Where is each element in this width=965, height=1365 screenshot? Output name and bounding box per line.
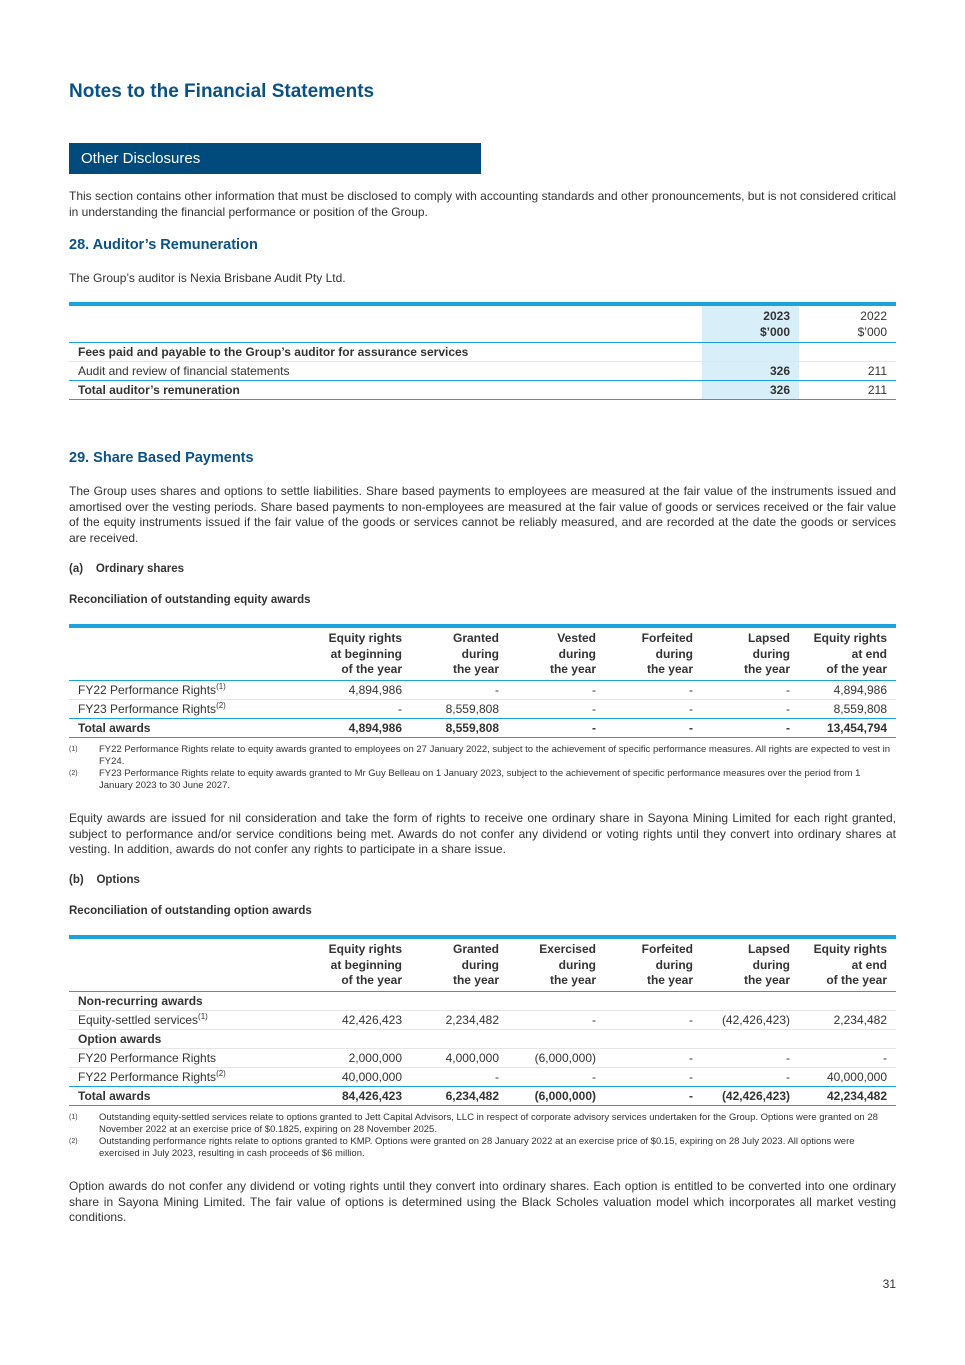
- cell-value: 4,894,986: [799, 680, 896, 699]
- option-awards-paragraph: Option awards do not confer any dividend or voting rights until they convert into ordinary shares. Each option is entitled to be converted into one ordinary share in Sayona Mining Limited. The fair value of options is determined using the Black Scholes valuation model which incorporates all market vesting conditions.: [69, 1179, 896, 1224]
- cell-value: -: [605, 1048, 702, 1067]
- cell-value: [411, 1029, 508, 1048]
- cell-value: [702, 1029, 799, 1048]
- cell-value: -: [508, 1010, 605, 1029]
- options-label: (b) Options: [69, 874, 140, 886]
- column-header: Granted during the year: [452, 942, 499, 987]
- cell-value: -: [702, 1048, 799, 1067]
- column-header: Equity rights at end of the year: [813, 942, 887, 987]
- row-label: FY20 Performance Rights: [69, 1048, 314, 1067]
- value-2022: [799, 343, 896, 362]
- value-2023: [702, 343, 799, 362]
- cell-value: (6,000,000): [508, 1048, 605, 1067]
- footnote: [69, 1136, 896, 1160]
- cell-value: -: [314, 699, 411, 718]
- table-row: [69, 680, 896, 699]
- col-2022: 2022 $’000: [857, 309, 887, 339]
- table-row: [69, 1029, 896, 1048]
- cell-value: (42,426,423): [702, 1086, 799, 1105]
- footnote: [69, 768, 896, 792]
- column-header: Lapsed during the year: [743, 942, 790, 987]
- column-header: Forfeited during the year: [641, 942, 693, 987]
- row-label: Option awards: [69, 1029, 314, 1048]
- footnote-text: FY22 Performance Rights relate to equity awards granted to employees on 27 January 2022, subject to the achievement of specific performance measures. All rights are expected to vest in FY24.: [99, 744, 891, 767]
- cell-value: -: [605, 1086, 702, 1105]
- cell-value: 2,234,482: [799, 1010, 896, 1029]
- cell-value: 42,234,482: [799, 1086, 896, 1105]
- table-row: [69, 1010, 896, 1029]
- column-header: Granted during the year: [452, 631, 499, 676]
- section-29-heading: 29. Share Based Payments: [69, 450, 254, 466]
- section-28-heading: 28. Auditor’s Remuneration: [69, 237, 258, 253]
- page-title: Notes to the Financial Statements: [69, 81, 375, 102]
- column-header: Equity rights at beginning of the year: [328, 631, 402, 676]
- table-row: [69, 1086, 896, 1105]
- column-header: Forfeited during the year: [641, 631, 693, 676]
- column-header: Equity rights at beginning of the year: [328, 942, 402, 987]
- column-header: Exercised during the year: [539, 942, 596, 987]
- cell-value: -: [605, 1010, 702, 1029]
- value-2022: 211: [799, 381, 896, 400]
- table-row: [69, 991, 896, 1010]
- footnote-text: FY23 Performance Rights relate to equity awards granted to Mr Guy Belleau on 1 January 2023, subject to the achievement of specific performance measures over the period from 1 January 2023 to 30 June 2027.: [99, 768, 861, 791]
- cell-value: -: [508, 1067, 605, 1086]
- footnote-mark: (2): [69, 770, 78, 777]
- cell-value: [702, 991, 799, 1010]
- section-banner: Other Disclosures: [69, 143, 481, 174]
- cell-value: -: [411, 1067, 508, 1086]
- cell-value: -: [508, 718, 605, 737]
- row-label: FY23 Performance Rights$^{(2)}$: [69, 699, 314, 718]
- row-label: FY22 Performance Rights$^{(2)}$: [69, 1067, 314, 1086]
- cell-value: -: [411, 680, 508, 699]
- cell-value: 4,894,986: [314, 680, 411, 699]
- footnote-ref: (1): [198, 1012, 208, 1021]
- header-row: [69, 937, 896, 991]
- cell-value: 8,559,808: [411, 718, 508, 737]
- footnote-mark: (1): [69, 1114, 78, 1121]
- cell-value: -: [702, 699, 799, 718]
- cell-value: -: [508, 680, 605, 699]
- auditor-table-wrap: [69, 302, 896, 400]
- cell-value: -: [799, 1048, 896, 1067]
- header-row: [69, 626, 896, 680]
- equity-awards-table: [69, 624, 896, 738]
- cell-value: 40,000,000: [799, 1067, 896, 1086]
- cell-value: [508, 1029, 605, 1048]
- cell-value: [508, 991, 605, 1010]
- row-label: Equity-settled services$^{(1)}$: [69, 1010, 314, 1029]
- option-table-title: Reconciliation of outstanding option awards: [69, 905, 312, 917]
- ordinary-shares-label: (a) Ordinary shares: [69, 563, 185, 575]
- footnote-text: Outstanding equity-settled services relate to options granted to Jett Capital Advisors, LLC in respect of corporate advisory services undertaken for the Group. Options were granted on 28 November 2022 at an exercise price of $0.1825, expiring on 28 November 2025.: [99, 1112, 878, 1135]
- table-row: [69, 1067, 896, 1086]
- table-row: [69, 343, 896, 362]
- cell-value: (42,426,423): [702, 1010, 799, 1029]
- column-header: Lapsed during the year: [743, 631, 790, 676]
- cell-value: 8,559,808: [799, 699, 896, 718]
- cell-value: [605, 1029, 702, 1048]
- cell-value: 84,426,423: [314, 1086, 411, 1105]
- cell-value: 42,426,423: [314, 1010, 411, 1029]
- table-row: [69, 1048, 896, 1067]
- value-2023: 326: [702, 381, 799, 400]
- col-2023: 2023 $’000: [702, 304, 799, 343]
- cell-value: -: [702, 718, 799, 737]
- cell-value: -: [508, 699, 605, 718]
- equity-awards-paragraph: Equity awards are issued for nil consideration and take the form of rights to receive one ordinary share in Sayona Mining Limited for each right granted, subject to performance and/or service conditions being met. Awards do not confer any dividend or voting rights until they convert into ordinary shares at vesting. In addition, awards do not confer any rights to participate in a share issue.: [69, 811, 896, 856]
- cell-value: -: [605, 680, 702, 699]
- row-label: FY22 Performance Rights$^{(1)}$: [69, 680, 314, 699]
- value-2023: 326: [702, 362, 799, 381]
- table-row: [69, 381, 896, 400]
- column-header: Vested during the year: [549, 631, 596, 676]
- cell-value: -: [702, 1067, 799, 1086]
- cell-value: 13,454,794: [799, 718, 896, 737]
- cell-value: [799, 1029, 896, 1048]
- intro-paragraph: This section contains other information that must be disclosed to comply with accounting standards and other pronouncements, but is not considered critical in understanding the financial performance or position of the Group.: [69, 189, 896, 219]
- cell-value: 2,000,000: [314, 1048, 411, 1067]
- cell-value: [314, 991, 411, 1010]
- equity-table-title: Reconciliation of outstanding equity awards: [69, 594, 311, 606]
- auditor-remuneration-table: [69, 302, 896, 400]
- page-number: 31: [882, 1277, 896, 1291]
- cell-value: [605, 991, 702, 1010]
- equity-awards-table-wrap: [69, 624, 896, 738]
- column-header: Equity rights at end of the year: [813, 631, 887, 676]
- option-awards-table: [69, 935, 896, 1106]
- cell-value: 40,000,000: [314, 1067, 411, 1086]
- footnote-text: Outstanding performance rights relate to options granted to KMP. Options were granted on 28 January 2022 at an exercise price of $0.15, expiring on 28 July 2023. All options were exercised in July 2023, resulting in cash proceeds of $6 million.: [99, 1136, 855, 1159]
- cell-value: -: [605, 718, 702, 737]
- row-label: Total auditor’s remuneration: [69, 381, 702, 400]
- equity-footnotes: [69, 744, 896, 792]
- cell-value: -: [605, 1067, 702, 1086]
- cell-value: -: [702, 680, 799, 699]
- row-label: Total awards: [69, 1086, 314, 1105]
- row-label: Non-recurring awards: [69, 991, 314, 1010]
- footnote-mark: (2): [69, 1138, 78, 1145]
- cell-value: 6,234,482: [411, 1086, 508, 1105]
- value-2022: 211: [799, 362, 896, 381]
- table-row: [69, 699, 896, 718]
- cell-value: [314, 1029, 411, 1048]
- cell-value: 2,234,482: [411, 1010, 508, 1029]
- footnote-mark: (1): [69, 746, 78, 753]
- cell-value: 4,000,000: [411, 1048, 508, 1067]
- footnote: [69, 1112, 896, 1136]
- footnote-ref: (1): [216, 682, 226, 691]
- footnote-ref: (2): [216, 701, 226, 710]
- option-awards-table-wrap: [69, 935, 896, 1106]
- share-payments-paragraph: The Group uses shares and options to settle liabilities. Share based payments to employees are measured at the fair value of the instruments issued and amortised over the vesting periods. Share based payments to non-employees are measured at the fair value of goods or services received or the fair value of the equity instruments issued if the fair value of the goods or services cannot be reliably measured, and are recorded at the date the goods or services are received.: [69, 484, 896, 545]
- cell-value: -: [605, 699, 702, 718]
- footnote-ref: (2): [216, 1069, 226, 1078]
- table-row: [69, 362, 896, 381]
- auditor-text: The Group’s auditor is Nexia Brisbane Audit Pty Ltd.: [69, 271, 346, 285]
- footnote: [69, 744, 896, 768]
- row-label: Total awards: [69, 718, 314, 737]
- cell-value: 4,894,986: [314, 718, 411, 737]
- cell-value: [799, 991, 896, 1010]
- option-footnotes: [69, 1112, 896, 1160]
- cell-value: (6,000,000): [508, 1086, 605, 1105]
- cell-value: 8,559,808: [411, 699, 508, 718]
- table-row: [69, 718, 896, 737]
- row-label: Audit and review of financial statements: [69, 362, 702, 381]
- cell-value: [411, 991, 508, 1010]
- row-label: Fees paid and payable to the Group’s auditor for assurance services: [69, 343, 702, 362]
